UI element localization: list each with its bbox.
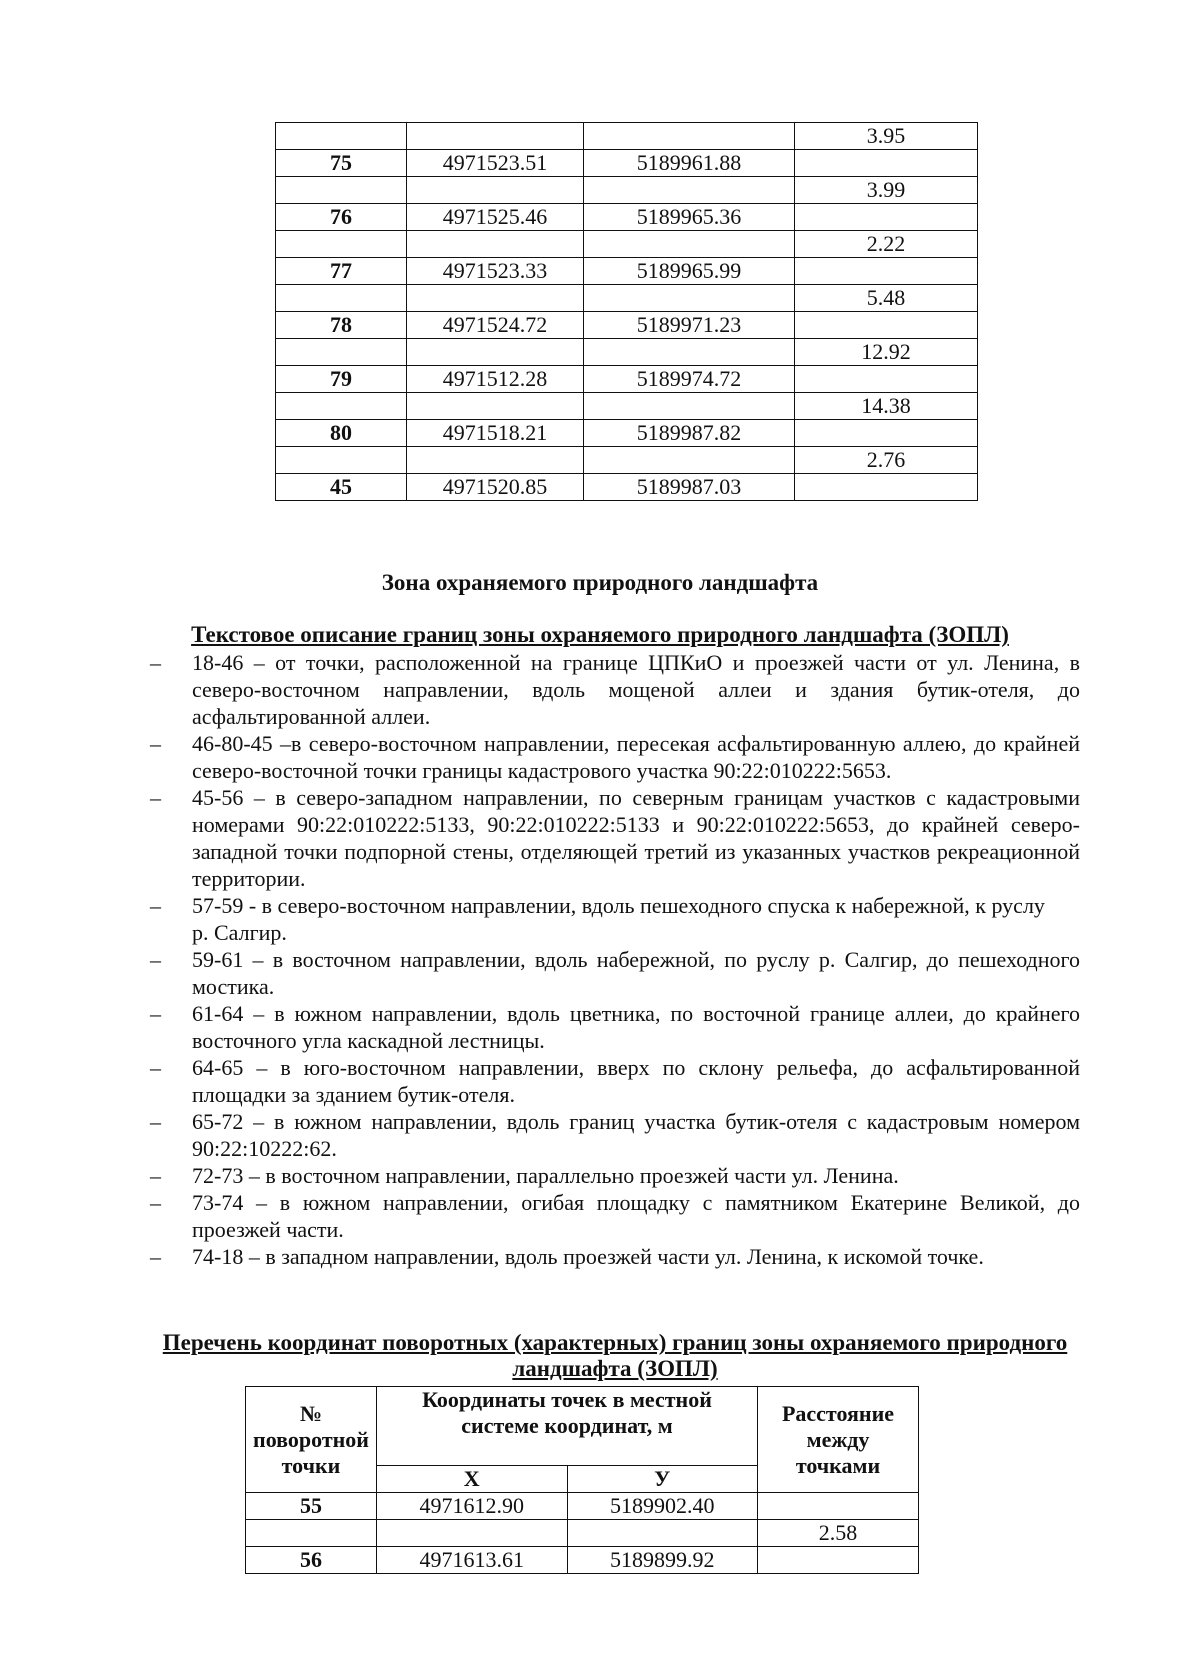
point-number-cell: 80 bbox=[276, 420, 407, 447]
list-item-text: 61-64 – в южном направлении, вдоль цветника, по восточной границе аллеи, до крайнего восточного угла каскадной лестницы. bbox=[192, 1001, 1080, 1053]
dash-bullet: – bbox=[150, 1244, 161, 1269]
x-cell: 4971613.61 bbox=[377, 1547, 568, 1574]
table-row bbox=[276, 312, 978, 339]
header-y: У bbox=[567, 1466, 758, 1493]
coordinates-table-bottom-body bbox=[246, 1493, 919, 1574]
list-item-text: 59-61 – в восточном направлении, вдоль набережной, по руслу р. Салгир, до пешеходного мостика. bbox=[192, 947, 1080, 999]
zone-title: Зона охраняемого природного ландшафта bbox=[381, 570, 819, 595]
list-item bbox=[150, 730, 1080, 784]
point-number-cell bbox=[276, 447, 407, 474]
y-cell bbox=[584, 393, 795, 420]
x-cell: 4971523.51 bbox=[407, 150, 584, 177]
distance-cell: 5.48 bbox=[795, 285, 978, 312]
table-row bbox=[276, 150, 978, 177]
list-item bbox=[150, 1054, 1080, 1108]
dash-bullet: – bbox=[150, 1001, 161, 1026]
y-cell bbox=[584, 231, 795, 258]
list-item bbox=[150, 1108, 1080, 1162]
distance-cell bbox=[795, 420, 978, 447]
table-row bbox=[276, 420, 978, 447]
list-item bbox=[150, 1162, 1080, 1189]
point-number-cell bbox=[276, 231, 407, 258]
distance-cell bbox=[758, 1493, 919, 1520]
point-number-cell bbox=[246, 1520, 377, 1547]
x-cell: 4971512.28 bbox=[407, 366, 584, 393]
list-item bbox=[150, 892, 1080, 946]
distance-cell bbox=[758, 1547, 919, 1574]
coordinates-list-title: Перечень координат поворотных (характерных) границ зоны охраняемого природного ландшафта (ЗОПЛ) bbox=[162, 1330, 1068, 1381]
dash-bullet: – bbox=[150, 650, 161, 675]
coordinates-table-top bbox=[275, 122, 978, 501]
table-row bbox=[246, 1547, 919, 1574]
point-number-cell: 75 bbox=[276, 150, 407, 177]
table-row bbox=[276, 285, 978, 312]
point-number-cell: 76 bbox=[276, 204, 407, 231]
x-cell bbox=[377, 1520, 568, 1547]
dash-bullet: – bbox=[150, 893, 161, 918]
x-cell: 4971612.90 bbox=[377, 1493, 568, 1520]
table-row bbox=[276, 231, 978, 258]
x-cell: 4971518.21 bbox=[407, 420, 584, 447]
point-number-cell: 45 bbox=[276, 474, 407, 501]
point-number-cell bbox=[276, 393, 407, 420]
list-item bbox=[150, 649, 1080, 730]
y-cell: 5189965.36 bbox=[584, 204, 795, 231]
point-number-cell bbox=[276, 339, 407, 366]
table-row bbox=[276, 393, 978, 420]
distance-cell bbox=[795, 204, 978, 231]
distance-cell bbox=[795, 366, 978, 393]
boundary-description-list bbox=[150, 649, 1080, 1270]
table-row bbox=[276, 474, 978, 501]
table-row bbox=[276, 123, 978, 150]
point-number-cell: 77 bbox=[276, 258, 407, 285]
y-cell bbox=[584, 285, 795, 312]
y-cell: 5189965.99 bbox=[584, 258, 795, 285]
list-item bbox=[150, 946, 1080, 1000]
dash-bullet: – bbox=[150, 1163, 161, 1188]
y-cell bbox=[567, 1520, 758, 1547]
list-item-text: 18-46 – от точки, расположенной на границе ЦПКиО и проезжей части от ул. Ленина, в северо-восточном направлении, вдоль мощеной аллеи и здания бутик-отеля, до асфальтированной аллеи. bbox=[192, 650, 1080, 729]
table-header bbox=[246, 1387, 919, 1493]
x-cell bbox=[407, 177, 584, 204]
table-row bbox=[246, 1493, 919, 1520]
x-cell bbox=[407, 285, 584, 312]
table-row bbox=[276, 366, 978, 393]
x-cell bbox=[407, 231, 584, 258]
distance-cell bbox=[795, 474, 978, 501]
list-item-text: 73-74 – в южном направлении, огибая площадку с памятником Екатерине Великой, до проезжей части. bbox=[192, 1190, 1080, 1242]
y-cell bbox=[584, 339, 795, 366]
x-cell bbox=[407, 393, 584, 420]
distance-cell: 2.76 bbox=[795, 447, 978, 474]
x-cell: 4971520.85 bbox=[407, 474, 584, 501]
table-row bbox=[276, 258, 978, 285]
dash-bullet: – bbox=[150, 947, 161, 972]
y-cell bbox=[584, 447, 795, 474]
table-row bbox=[276, 447, 978, 474]
list-item-text-continuation: р. Салгир. bbox=[192, 920, 287, 945]
list-item bbox=[150, 1189, 1080, 1243]
header-coordinates: Координаты точек в местной системе координат, м bbox=[377, 1387, 758, 1466]
distance-cell bbox=[795, 258, 978, 285]
point-number-cell bbox=[276, 285, 407, 312]
list-item-text: 46-80-45 –в северо-восточном направлении, пересекая асфальтированную аллею, до крайней северо-восточной точки границы кадастрового участка 90:22:010222:5653. bbox=[192, 731, 1080, 783]
distance-cell: 3.99 bbox=[795, 177, 978, 204]
x-cell bbox=[407, 123, 584, 150]
list-item bbox=[150, 1243, 1080, 1270]
table-row bbox=[276, 204, 978, 231]
x-cell: 4971524.72 bbox=[407, 312, 584, 339]
list-item-text: 57-59 - в северо-восточном направлении, вдоль пешеходного спуска к набережной, к руслу bbox=[192, 893, 1045, 918]
x-cell: 4971525.46 bbox=[407, 204, 584, 231]
y-cell: 5189961.88 bbox=[584, 150, 795, 177]
description-title: Текстовое описание границ зоны охраняемого природного ландшафта (ЗОПЛ) bbox=[191, 622, 1009, 647]
coordinates-table-bottom bbox=[245, 1386, 919, 1574]
list-item bbox=[150, 1000, 1080, 1054]
header-distance: Расстояние между точками bbox=[758, 1387, 919, 1493]
list-item-text: 64-65 – в юго-восточном направлении, вверх по склону рельефа, до асфальтированной площадки за зданием бутик-отеля. bbox=[192, 1055, 1080, 1107]
y-cell: 5189987.03 bbox=[584, 474, 795, 501]
list-item bbox=[150, 784, 1080, 892]
point-number-cell: 56 bbox=[246, 1547, 377, 1574]
y-cell: 5189899.92 bbox=[567, 1547, 758, 1574]
y-cell bbox=[584, 123, 795, 150]
y-cell: 5189974.72 bbox=[584, 366, 795, 393]
x-cell: 4971523.33 bbox=[407, 258, 584, 285]
list-item-text: 74-18 – в западном направлении, вдоль проезжей части ул. Ленина, к искомой точке. bbox=[192, 1244, 984, 1269]
dash-bullet: – bbox=[150, 785, 161, 810]
coordinates-table-top-body bbox=[276, 123, 978, 501]
distance-cell: 2.22 bbox=[795, 231, 978, 258]
dash-bullet: – bbox=[150, 1109, 161, 1134]
table-row bbox=[276, 177, 978, 204]
y-cell: 5189902.40 bbox=[567, 1493, 758, 1520]
header-point-number: № поворотной точки bbox=[246, 1387, 377, 1493]
distance-cell bbox=[795, 312, 978, 339]
distance-cell: 3.95 bbox=[795, 123, 978, 150]
y-cell: 5189987.82 bbox=[584, 420, 795, 447]
distance-cell: 12.92 bbox=[795, 339, 978, 366]
point-number-cell bbox=[276, 123, 407, 150]
distance-cell: 2.58 bbox=[758, 1520, 919, 1547]
list-item-text: 72-73 – в восточном направлении, параллельно проезжей части ул. Ленина. bbox=[192, 1163, 899, 1188]
point-number-cell: 78 bbox=[276, 312, 407, 339]
list-item-text: 45-56 – в северо-западном направлении, по северным границам участков с кадастровыми номерами 90:22:010222:5133, 90:22:010222:5133 и 90:22:010222:5653, до крайней северо-западной точки подпорной стены, отделяющей третий из указанных участков рекреационной территории. bbox=[192, 785, 1080, 891]
x-cell bbox=[407, 339, 584, 366]
point-number-cell: 79 bbox=[276, 366, 407, 393]
y-cell: 5189971.23 bbox=[584, 312, 795, 339]
table-row bbox=[246, 1520, 919, 1547]
y-cell bbox=[584, 177, 795, 204]
point-number-cell bbox=[276, 177, 407, 204]
distance-cell bbox=[795, 150, 978, 177]
list-item-text: 65-72 – в южном направлении, вдоль границ участка бутик-отеля с кадастровым номером 90:22:10222:62. bbox=[192, 1109, 1080, 1161]
table-row bbox=[276, 339, 978, 366]
dash-bullet: – bbox=[150, 1055, 161, 1080]
x-cell bbox=[407, 447, 584, 474]
distance-cell: 14.38 bbox=[795, 393, 978, 420]
dash-bullet: – bbox=[150, 731, 161, 756]
dash-bullet: – bbox=[150, 1190, 161, 1215]
point-number-cell: 55 bbox=[246, 1493, 377, 1520]
header-row bbox=[246, 1387, 919, 1466]
header-x: X bbox=[377, 1466, 568, 1493]
